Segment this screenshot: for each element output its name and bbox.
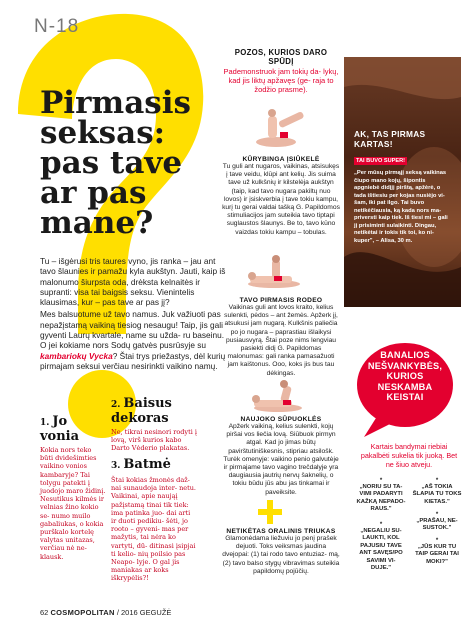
pose-illustration — [254, 108, 312, 150]
reason-title — [40, 415, 106, 443]
intro-text — [40, 256, 226, 373]
pose-illustration — [250, 378, 306, 414]
positions-title: POZOS, KURIOS DARO SPŪDĮ — [234, 48, 328, 66]
photo-panel — [344, 57, 461, 307]
position-item — [222, 416, 340, 497]
reason-title-text: Baisus dekoras — [111, 396, 172, 426]
position-item — [222, 528, 340, 576]
issue-date: / 2016 GEGUŽĖ — [116, 608, 172, 617]
sidebar-badge: TAI BUVO SUPER! — [356, 158, 405, 164]
positions-header — [222, 48, 340, 94]
headline-line: mane? — [40, 205, 154, 241]
headline-line: ar pas — [40, 175, 147, 211]
phrase-item: * „NORIU SU TA- VIMI PADARYTI KAŽKĄ NEPADO- RAUS." — [356, 478, 406, 514]
intro-paragraph: Tu – išgėrusi tris taures vyno, jis ranka – jau ant tavo šlaunies ir pamažu kyla aukštyn. Jauti, kaip iš malonumo šiurpsta oda, drėksta kelnaitės ir supranti: visa tai baigsis seksu. Vienintelis klausimas, kur – pas tave ar pas jį? — [40, 256, 226, 308]
page-number: 62 — [40, 608, 49, 617]
magazine-name: COSMOPOLITAN — [50, 608, 115, 617]
reason-title — [111, 458, 197, 473]
position-name: TAVO PIRMASIS RODEO — [239, 297, 323, 304]
reason-title-text: Batmė — [123, 457, 171, 472]
positions-subtitle: Pademonstruok jam tokių da- lykų, kad jis liktų apžavęs (ge- raja to žodžio prasme). — [223, 67, 339, 94]
position-item — [222, 297, 340, 378]
phrase-item: * „JŪS KUR TU TAIP GERAI TAI MOKI?" — [412, 538, 462, 566]
reason-title — [111, 397, 197, 425]
reason-number: 3. — [111, 461, 121, 471]
headline — [40, 85, 240, 241]
position-name: NETIKĖTAS ORALINIS TRIUKAS — [226, 528, 336, 535]
intro-text-part: ? Štai trys priežastys, dėl kurių pirmajam seksui verčiau nesirinkti vaikino namų. — [40, 350, 226, 371]
intro-emphasis: kambariokų Vycka — [40, 350, 113, 361]
reason-item — [111, 397, 197, 453]
phrase-item: * „AŠ TOKIA ŠLAPIA TU TOKS KIETAS." — [412, 478, 462, 506]
position-text: Apžerk vaikiną, kelius sulenkti, kojų piršai vos liečia lovą. Siūbuok pirmyn atgal. Kad jo jimas būtų pavirštutiniškesnis, stipriau atsilošk. Turėk omenyje: vaikino penio galvutėje ir pirmajame tavo vagino trečdalyje yra daugiausia jautrių nervų šaknelių, o tokiu būdu jūs abu jas tinkamai ir paveiksite. — [223, 423, 339, 496]
intro-paragraph — [40, 309, 226, 371]
pose-illustration — [244, 254, 306, 290]
sidebar-quote: „Per mūsų pirmąjį seksą vaikinas čiupo mano kojų, šipontis apgniebė didįjį pirštą, apžėrė, o tada ištiesiu per kojas nusiėjo vi- šam, iki pat ilgo. Tai buvo netikėčiausia, ką kada nors ma- priversti kaip tiek. Iš tiesi mi – gali jį prisiminti sulaikinti. Dingau, netikėtai ir tokis tik toi, ko ni- kuper", – Alisa, 30 m. — [354, 170, 448, 244]
position-name: NAUJOKO SŪPUOKLĖS — [240, 416, 322, 423]
page-footer — [40, 608, 171, 617]
headline-line: Pirmasis — [40, 85, 191, 121]
headline-line: pas tave — [40, 145, 183, 181]
reason-item — [40, 415, 106, 561]
bubble-caption: Kartais bandymai riebiai pakalbėti sukelia tik juoką. Bet ne šiuo atveju. — [360, 442, 458, 469]
position-name: KŪRYBINGA ĮSIŪKELĖ — [242, 156, 320, 163]
reason-number: 2. — [111, 400, 121, 410]
phrase-item: * „PRAŠAU, NE- SUSTOK." — [412, 512, 462, 533]
intro-text-part: Mes balsuotume už tavo namus. Juk važiuoti pas nepažįstamą vaikiną tiesiog nesaugu! Taip, jis gali gyventi Laurų kvartale, name su užda- ru baseinu. O jei kokiame nors Sodų gatvės pusrūsyje su — [40, 309, 225, 351]
position-item — [222, 156, 340, 237]
section-tag: N-18 — [34, 16, 80, 37]
phrase-item: * „NEGALIU SU- LAUKTI, KOL PAJUSIU TAVE ANT SAVĘS/PO SAVIMI VI- DUJE." — [356, 522, 406, 572]
bubble-title: BANALIOS NEŠVANKYBĖS, KURIOS NESKAMBA KEISTAI — [367, 350, 443, 402]
position-text: Vaikinas guli ant lovos kraito, kelius sulenkti, pėdos – ant žemės. Apžerk jį, atsukusi jam nugarą. Kulkšnis paliečia po jo nugara – paprastiau išlaikysi pusiausvyrą. Štai poze nims lengviau pasiekti didį G. Papildomas malonumas: gali ranka pamasažuoti jam kaištonus. Ooo, koks jis bus tau dėkingas. — [224, 304, 338, 377]
sidebar-quote-box — [354, 130, 448, 245]
reason-text: Štai kokias žmonės daž- nai sunaudoja inter- netu. Vaikinai, apie naująį pažįstamą tinai tik tiek: ima patinka juo- dai arti ir duoti pedikiu- šėti, jo rooto – gyveni- mas per mažytis, tai nėra ko vartyti, dū- ditinasi įsipjai ti kelio- nių poilsio pas Neapo- lyje. O gal jis maniakas ar koks iškrypėlis?! — [111, 476, 196, 583]
reason-number: 1. — [40, 418, 50, 428]
sidebar-title: AK, TAS PIRMAS KARTAS! — [354, 129, 426, 149]
reason-text: Ne, tikrai nesinori rodyti į lovą, virš kurios kabo Darto Vėderio plakatas. — [111, 428, 197, 453]
headline-line: seksas: — [40, 115, 166, 151]
position-text: Glamonėdama liežuviu jo penį prašek dejuoti. Toks veiksmas jaudina dvejopai: (1) tai rodo tavo entuziaz- mą, (2) tavo balso stygų vibravimas suteikia papildomų pojūčių. — [222, 535, 340, 575]
reason-item — [111, 458, 197, 583]
plus-icon — [258, 500, 282, 524]
reason-text: Kokia nors teko būti dvidešimties vaikino vonios kambaryje? Tai tolygu patekti į juodojo maro židinį. Nesutikus kilmės ir velnias žino kokio se- numo muilo gabaliukas, o kokia purškalo kortelę valytas unitazas, verčiau nė ne- klausk. — [40, 446, 106, 561]
reason-title-text: Jo vonia — [40, 414, 80, 444]
position-text: Tu guli ant nugaros, vaikinas, atsisukęs į tave veidu, klūpi ant kelių. Jis suima tave už kulkšnių ir kilstelėja aukštyn (taip, kad tavo nugara pakiltų nuo lovos) ir įsiskverbia į tave tokiu kampu, kurį tu gerai valdai tašką G. Papildomos stimuliacijos jam suteikia tavo tiptapi suglaustos šlaunys. Be to, tavo kūno vaizdas tokiu kampu – tobulas. — [222, 163, 340, 236]
